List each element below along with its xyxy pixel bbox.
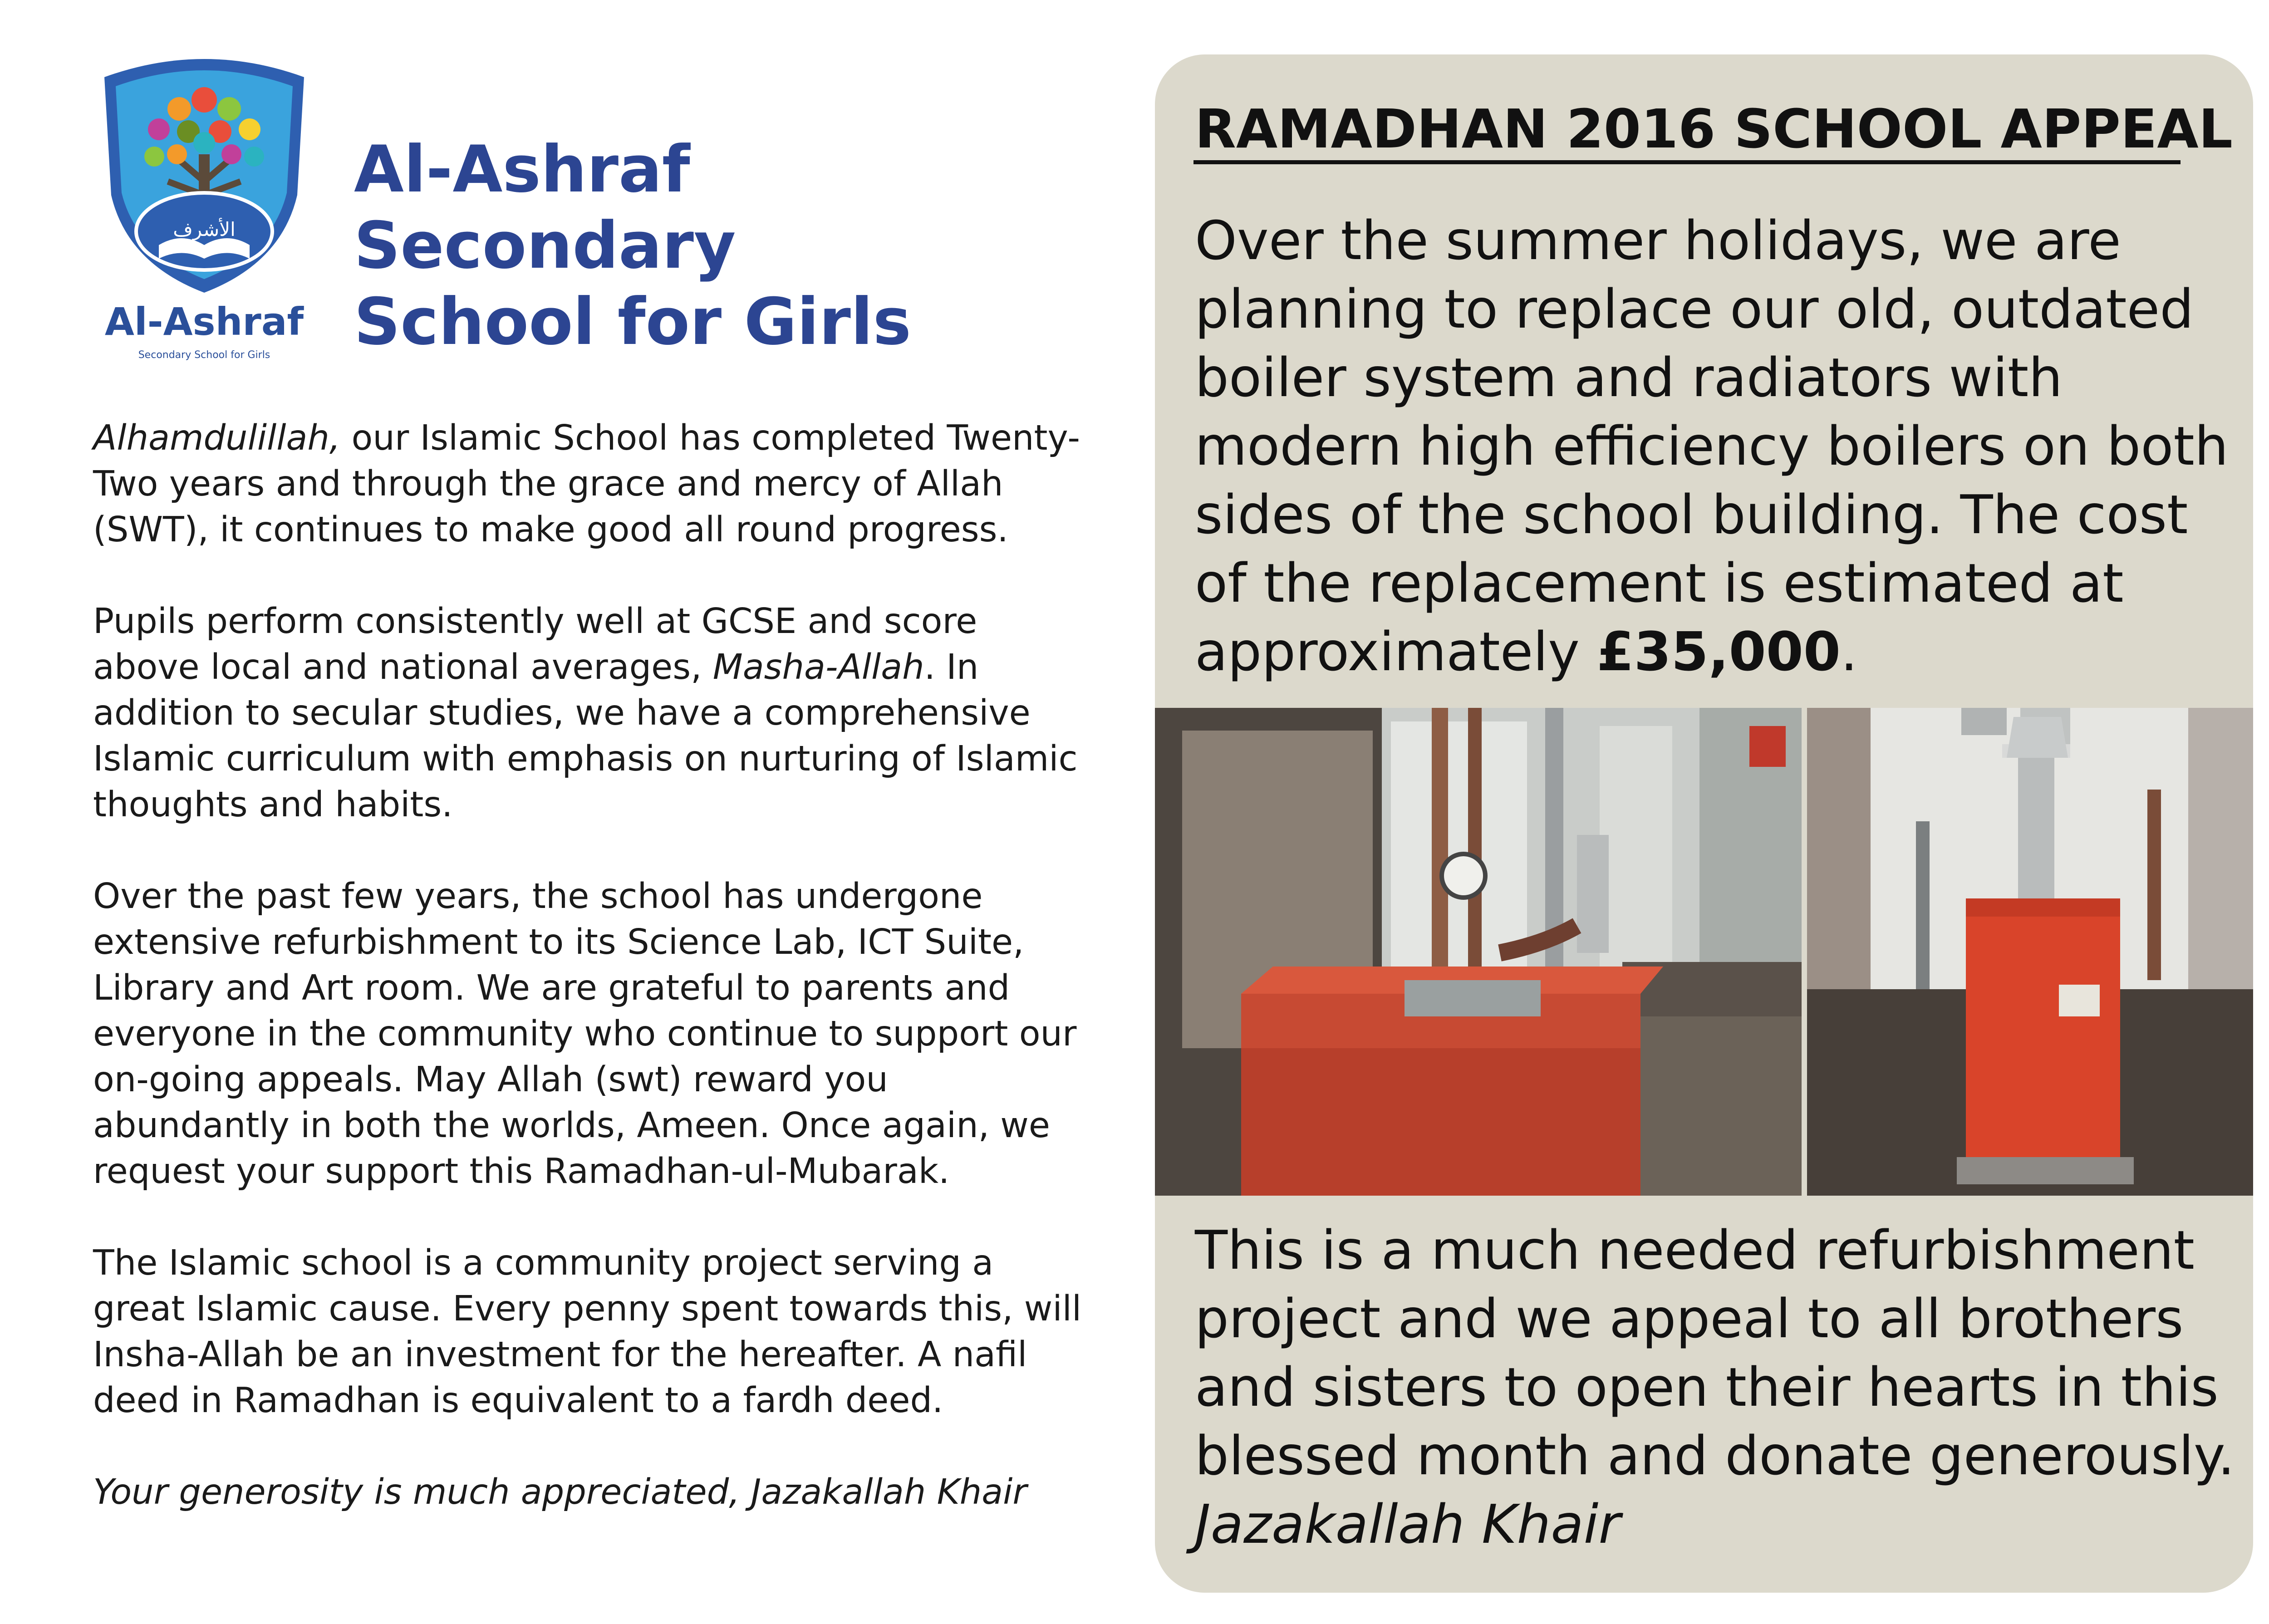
- school-name-line2: School for Girls: [354, 285, 912, 359]
- paragraph-history-text: our Islamic School has completed Twenty-Two years and through the grace and mercy of Allah (SWT), it continues to make good all round progress.: [93, 418, 1080, 550]
- paragraph-results: [93, 599, 1091, 828]
- closing-thanks: Your generosity is much appreciated, Jazakallah Khair: [93, 1472, 1027, 1512]
- paragraph-community: The Islamic school is a community project serving a great Islamic cause. Every penny spent towards this, will Insha-Allah be an investment for the hereafter. A nafil deed in Ramadhan is equivalent to a fardh deed.: [93, 1243, 1082, 1421]
- appeal-description-text: Over the summer holidays, we are planning to replace our old, outdated boiler system and radiators with modern high efficiency boilers on both sides of the school building. The cost of the replacement is estimated at approximately: [1195, 209, 2229, 683]
- school-logo: [91, 45, 318, 363]
- school-name: [354, 132, 1080, 360]
- intro-text: [93, 415, 1091, 1515]
- logo-arabic-text: الأشرف: [173, 218, 236, 240]
- paragraph-results-end: . In addition to secular studies, we have a comprehensive Islamic curriculum with emphasis on nurturing of Islamic thoughts and habits.: [93, 647, 1078, 825]
- appeal-amount: £35,000: [1596, 620, 1841, 683]
- paragraph-results-start: Pupils perform consistently well at GCSE and score above local and national averages,: [93, 601, 977, 687]
- appeal-closing: [1195, 1216, 2239, 1559]
- appeal-panel: [1155, 54, 2253, 1593]
- boiler-photos: [1155, 708, 2253, 1196]
- school-name-line1: Al-Ashraf Secondary: [354, 132, 736, 283]
- alhamdulillah-text: Alhamdulillah,: [93, 418, 341, 458]
- appeal-title: RAMADHAN 2016 SCHOOL APPEAL: [1195, 98, 2233, 160]
- masha-allah-text: Masha-Allah: [712, 647, 924, 687]
- title-underline: [1193, 160, 2181, 164]
- paragraph-refurbishment: Over the past few years, the school has undergone extensive refurbishment to its Science Lab, ICT Suite, Library and Art room. We are grateful to parents and everyone in the community who continue to support our on-going appeals. May Allah (swt) reward you abundantly in both the worlds, Ameen. Once again, we request your support this Ramadhan-ul-Mubarak.: [93, 876, 1077, 1192]
- logo-text: Al-Ashraf: [104, 299, 304, 344]
- appeal-thanks: Jazakallah Khair: [1195, 1493, 1621, 1555]
- old-boiler-photo-2: [1807, 708, 2253, 1196]
- old-boiler-photo-1: [1155, 708, 1802, 1196]
- logo-subtitle: Secondary School for Girls: [138, 349, 270, 361]
- appeal-description-end: .: [1840, 620, 1858, 683]
- appeal-closing-text: This is a much needed refurbishment project and we appeal to all brothers and sisters to open their hearts in this blessed month and donate generously.: [1195, 1219, 2235, 1487]
- paragraph-history: [93, 415, 1091, 553]
- logo-shield-icon: [91, 45, 318, 299]
- appeal-description: [1195, 206, 2239, 686]
